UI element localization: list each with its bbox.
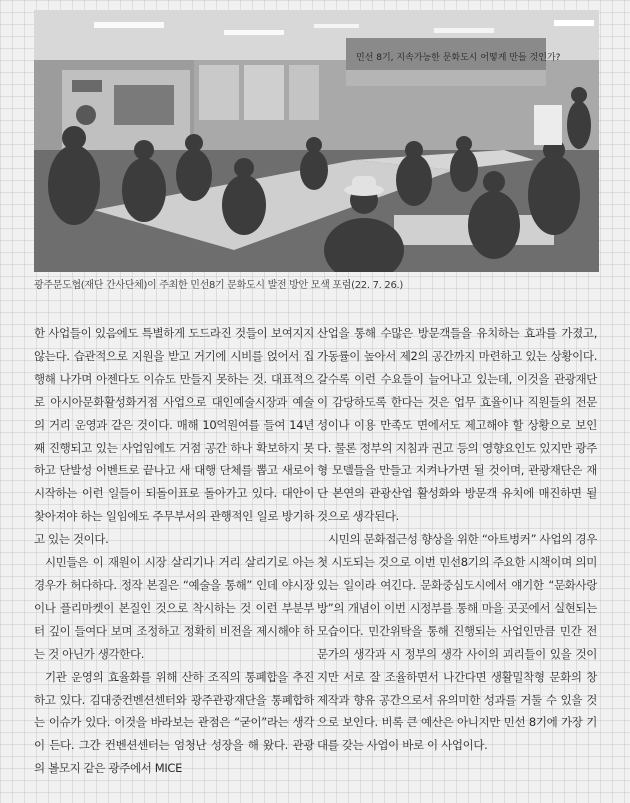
article-column-right <box>317 322 597 757</box>
paragraph: 한 사업들이 있음에도 특별하게 도드라진 것들이 보여지지 않는다. 습관적으로 지원을 받고 거기에 시비를 얹어서 집행해 나가며 아젠다도 이슈도 만들지 못하는 것. 대표적으로 아시아문화활성화거점 사업으로 대인예술시장과 예술의 거리 운영과 같은 것이다. 매해 10억원여를 들여 14년째 진행되고 있는 사업임에도 거점 공간 하나 확보하지 못하고 단발성 이벤트로 끝나고 새 대행 단체를 뽑고 새로이 시작하는 이런 일들이 되돌이표로 돌아가고 있다. 대안이 찾아져야 하는 일임에도 주무부서의 관행적인 일로 방기하고 있는 것이다. <box>34 326 314 547</box>
article-column-left <box>34 322 314 780</box>
paragraph: 시민의 문화접근성 향상을 위한 “아트벙커” 사업의 경우 첫 시도되는 것으로 이번 민선8기의 주요한 시책이며 의미있는 일이라 여긴다. 문화중심도시에서 얘기한 “문화사랑방”의 개념이 이번 시정부를 통해 마을 곳곳에서 실현되는 모습이다. 민간위탁을 통해 진행되는 사업인만큼 민간 전문가의 생각과 시 정부의 생각 사이의 괴리들이 있을 것이지만 서로 잘 조율하면서 나간다면 생활밀착형 문화의 창제작과 향유 공간으로서 유의미한 성과를 거둘 수 있을 것으로 보인다. 비록 큰 예산은 아니지만 민선 8기에 가장 기대를 갖는 사업이 바로 이 사업이다. <box>317 532 597 753</box>
photo-caption: 광주문도협(재단 간사단체)이 주최한 민선8기 문화도시 발전 방안 모색 포럼(22. 7. 26.) <box>34 280 404 291</box>
paragraph: 산업을 통해 수많은 방문객들을 유치하는 효과를 가졌고, 가동률이 높아서 제2의 공간까지 마련하고 있는 상황이다. 갈수록 이런 수요들이 늘어나고 있는데, 이것을 관광재단이 감당하도록 한다는 것은 업무 효율이나 직원들의 전문성이나 이용 만족도 면에서도 제고해야 할 상황으로 보인다. 물론 정부의 지침과 권고 등의 영향요인도 있지만 광주형 모델들을 만들고 지켜나가면 될 것이며, 관광재단은 재단 본연의 관광산업 활성화와 방문객 유치에 매진하면 될 것으로 생각된다. <box>317 326 597 524</box>
forum-photo <box>34 10 599 272</box>
forum-banner <box>346 38 561 86</box>
paragraph: 기관 운영의 효율화를 위해 산하 조직의 통폐합을 추진하고 있다. 김대중컨벤션센터와 광주관광재단을 통폐합하는 이슈가 있다. 이것을 바라보는 관점은 “굳이”라는 생각이 든다. 그간 컨벤션센터는 엄청난 성장을 해 왔다. 관광의 볼모지 같은 광주에서 MICE <box>34 669 314 776</box>
paragraph: 시민들은 이 재원이 시장 살리기나 거리 살리기로 아는 경우가 허다하다. 정작 본질은 “예술을 통해” 인데 야시장이나 플리마켓이 본질인 것으로 착시하는 것 이런 부분부터 깊이 들여다 보며 조정하고 정확히 비전을 제시해야 하는 것 아닌가 생각한다. <box>34 555 314 661</box>
banner-title: 민선 8기, 지속가능한 문화도시 어떻게 만들 것인가? <box>356 53 561 63</box>
